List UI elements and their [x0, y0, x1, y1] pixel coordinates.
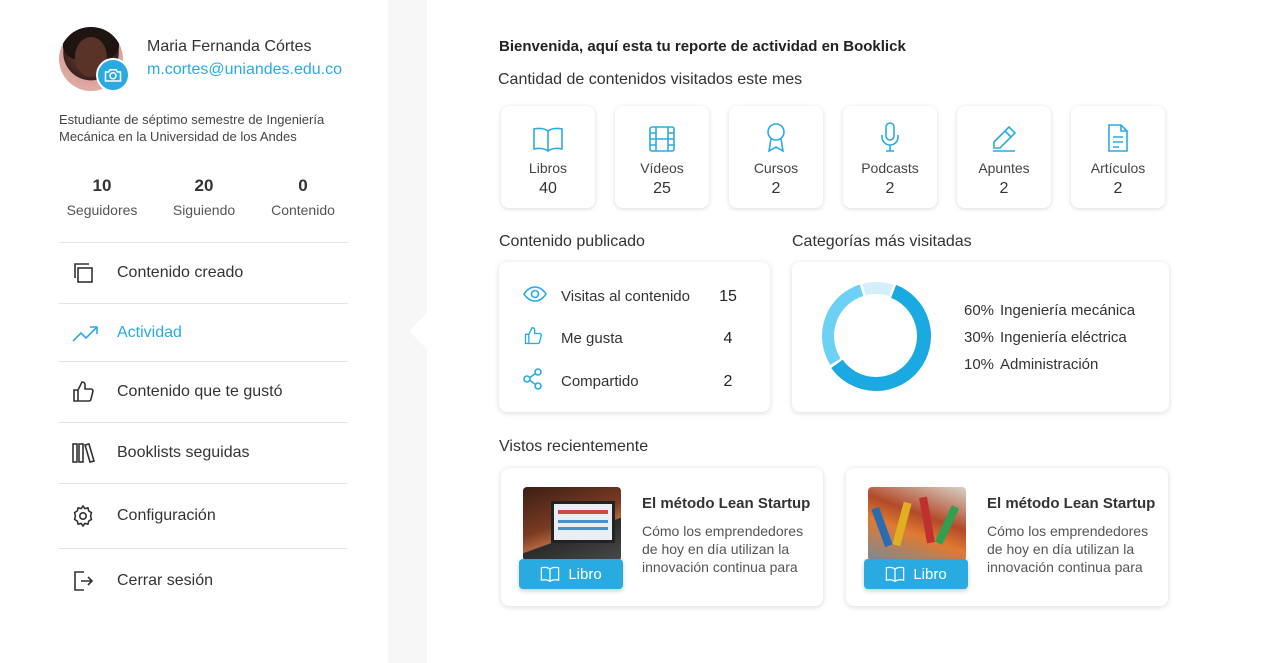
menu-item-label: Contenido que te gustó — [117, 383, 283, 400]
book-icon — [501, 106, 595, 156]
tile-value: 2 — [885, 180, 895, 197]
published-row-visitas — [523, 285, 743, 308]
recent-section-title: Vistos recientemente — [499, 438, 649, 455]
tile-articulos[interactable] — [1071, 106, 1165, 208]
user-bio: Estudiante de séptimo semestre de Ingeniería Mecánica en la Universidad de los Andes — [59, 112, 325, 144]
legend-pct: 10% — [964, 356, 995, 373]
published-value: 15 — [719, 287, 737, 305]
donut-slice — [837, 291, 924, 384]
tile-label: Cursos — [753, 160, 799, 176]
tile-videos[interactable] — [615, 106, 709, 208]
logout-icon — [59, 569, 117, 593]
published-label: Compartido — [561, 373, 639, 390]
copy-icon — [59, 261, 117, 285]
donut-slice — [828, 290, 862, 362]
tile-value: 2 — [999, 180, 1009, 197]
categories-section-title: Categorías más visitadas — [792, 233, 972, 250]
tile-label: Apuntes — [978, 160, 1030, 176]
film-icon — [615, 106, 709, 156]
recent-card[interactable] — [846, 468, 1168, 606]
published-label: Visitas al contenido — [561, 288, 690, 305]
categories-card — [792, 262, 1169, 412]
recent-title[interactable]: El método Lean Startup — [987, 495, 1156, 512]
pencil-icon — [957, 106, 1051, 156]
recent-description: Cómo los emprendedores de hoy en día utilizan la innovación continua para — [987, 523, 1149, 575]
content-type-badge — [519, 559, 623, 589]
stat-value: 0 — [298, 176, 308, 195]
menu-item-contenido-creado[interactable] — [59, 242, 348, 303]
tile-label: Vídeos — [640, 160, 684, 176]
camera-icon[interactable] — [96, 58, 130, 92]
legend-item — [964, 356, 1098, 373]
recent-description: Cómo los emprendedores de hoy en día utilizan la innovación continua para — [642, 523, 804, 575]
tile-libros[interactable] — [501, 106, 595, 208]
donut-slice — [864, 288, 891, 290]
badge-label: Libro — [913, 565, 947, 583]
legend-label: Ingeniería eléctrica — [1000, 329, 1127, 346]
published-section-title: Contenido publicado — [499, 233, 645, 250]
content-type-badge — [864, 559, 968, 589]
sidebar — [0, 0, 388, 663]
tile-value: 2 — [1113, 180, 1123, 197]
stat-seguidores[interactable] — [62, 176, 142, 218]
published-label: Me gusta — [561, 330, 623, 347]
tile-cursos[interactable] — [729, 106, 823, 208]
menu-item-label: Cerrar sesión — [117, 572, 214, 589]
published-value: 2 — [723, 372, 733, 390]
menu-item-actividad[interactable] — [59, 303, 348, 361]
legend-item — [964, 329, 1127, 346]
award-icon — [729, 106, 823, 156]
visited-section-title: Cantidad de contenidos visitados este mes — [498, 71, 803, 88]
stat-label: Siguiendo — [172, 202, 236, 218]
tile-value: 2 — [771, 180, 781, 197]
menu-item-cerrar-sesion[interactable] — [59, 548, 348, 613]
published-value: 4 — [723, 329, 733, 347]
eye-icon — [523, 285, 561, 308]
active-indicator — [409, 313, 427, 349]
page-title: Bienvenida, aquí esta tu reporte de actividad en Booklick — [499, 38, 906, 55]
recent-card[interactable] — [501, 468, 823, 606]
recent-title[interactable]: El método Lean Startup — [642, 495, 811, 512]
sidebar-menu — [59, 242, 348, 613]
menu-item-booklists[interactable] — [59, 422, 348, 483]
thumbs-up-icon — [523, 326, 561, 351]
menu-item-label: Actividad — [117, 323, 182, 341]
published-card — [499, 262, 770, 412]
menu-item-label: Configuración — [117, 507, 216, 524]
stat-value: 10 — [92, 176, 112, 195]
menu-item-configuracion[interactable] — [59, 483, 348, 548]
share-icon — [523, 368, 561, 395]
gear-icon — [59, 504, 117, 528]
badge-label: Libro — [568, 565, 602, 583]
tile-podcasts[interactable] — [843, 106, 937, 208]
library-icon — [59, 441, 117, 465]
legend-label: Ingeniería mecánica — [1000, 302, 1136, 319]
book-icon — [885, 566, 905, 582]
legend-pct: 30% — [964, 329, 995, 346]
tile-label: Podcasts — [861, 160, 919, 176]
stat-siguiendo[interactable] — [164, 176, 244, 218]
tile-value: 25 — [653, 180, 671, 197]
book-icon — [540, 566, 560, 582]
book-cover-image — [868, 487, 966, 561]
menu-item-contenido-gusto[interactable] — [59, 361, 348, 422]
stat-contenido[interactable] — [263, 176, 343, 218]
legend-item — [964, 302, 1135, 319]
tile-label: Artículos — [1090, 160, 1146, 176]
stat-label: Contenido — [271, 202, 335, 218]
tile-value: 40 — [539, 180, 557, 197]
book-cover-image — [523, 487, 621, 561]
user-email[interactable]: m.cortes@uniandes.edu.co — [147, 61, 343, 78]
trending-up-icon — [59, 323, 117, 343]
published-row-compartido — [523, 368, 743, 395]
stat-label: Seguidores — [66, 202, 138, 218]
menu-item-label: Booklists seguidas — [117, 444, 250, 461]
mic-icon — [843, 106, 937, 156]
tile-label: Libros — [528, 160, 568, 176]
legend-pct: 60% — [964, 302, 995, 319]
menu-item-label: Contenido creado — [117, 264, 244, 281]
published-row-me-gusta — [523, 326, 743, 351]
categories-donut-chart — [816, 276, 936, 396]
file-text-icon — [1071, 106, 1165, 156]
thumbs-up-icon — [59, 380, 117, 404]
legend-label: Administración — [1000, 356, 1099, 373]
user-name: Maria Fernanda Córtes — [147, 38, 312, 55]
tile-apuntes[interactable] — [957, 106, 1051, 208]
stat-value: 20 — [194, 176, 214, 195]
